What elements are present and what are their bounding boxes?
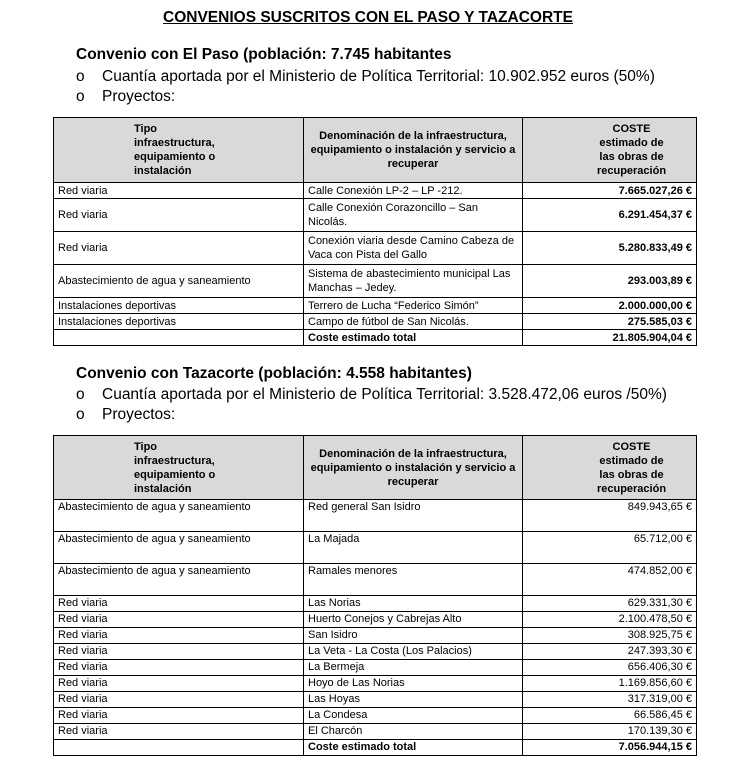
cell-tipo: Red viaria — [54, 612, 304, 628]
cell-tipo: Red viaria — [54, 232, 304, 265]
cell-coste: 1.169.856,60 € — [523, 676, 697, 692]
table-row — [54, 564, 697, 596]
bullet-icon: o — [76, 88, 85, 105]
section-heading-el-paso: Convenio con El Paso (población: 7.745 habitantes — [76, 46, 452, 63]
table-row — [54, 314, 697, 330]
cell-denominacion: La Veta - La Costa (Los Palacios) — [304, 644, 523, 660]
cell-denominacion: Las Hoyas — [304, 692, 523, 708]
bullet-text: Proyectos: — [102, 406, 176, 423]
table-row — [54, 232, 697, 265]
table-row — [54, 692, 697, 708]
bullet-projects-tazacorte — [76, 406, 175, 424]
cell-tipo: Red viaria — [54, 660, 304, 676]
table-header-row — [54, 118, 697, 183]
cell-denominacion: Sistema de abastecimiento municipal Las Manchas – Jedey. — [304, 265, 523, 298]
cell-tipo: Red viaria — [54, 596, 304, 612]
table-row — [54, 596, 697, 612]
cell-denominacion: La Bermeja — [304, 660, 523, 676]
total-value: 21.805.904,04 € — [523, 330, 697, 346]
cell-coste: 293.003,89 € — [523, 265, 697, 298]
cell-tipo: Abastecimiento de agua y saneamiento — [54, 265, 304, 298]
cell-coste: 247.393,30 € — [523, 644, 697, 660]
cell-coste: 849.943,65 € — [523, 500, 697, 532]
table-row — [54, 500, 697, 532]
cell-coste: 2.100.478,50 € — [523, 612, 697, 628]
cell-denominacion: Conexión viaria desde Camino Cabeza de Vaca con Pista del Gallo — [304, 232, 523, 265]
cell-denominacion: Calle Conexión Corazoncillo – San Nicolás. — [304, 199, 523, 232]
cell-tipo: Red viaria — [54, 708, 304, 724]
table-row — [54, 183, 697, 199]
cell-tipo: Abastecimiento de agua y saneamiento — [54, 532, 304, 564]
column-header-coste: COSTE estimado de las obras de recuperación — [523, 436, 697, 500]
table-row — [54, 199, 697, 232]
bullet-contribution-tazacorte — [76, 386, 667, 404]
cell-tipo: Red viaria — [54, 628, 304, 644]
cell-tipo: Red viaria — [54, 644, 304, 660]
cell-tipo: Instalaciones deportivas — [54, 314, 304, 330]
cell-denominacion: Red general San Isidro — [304, 500, 523, 532]
total-label: Coste estimado total — [304, 330, 523, 346]
cell-coste: 2.000.000,00 € — [523, 298, 697, 314]
cell-denominacion: Hoyo de Las Norias — [304, 676, 523, 692]
cell-denominacion: Calle Conexión LP-2 – LP -212. — [304, 183, 523, 199]
column-header-tipo: Tipo infraestructura, equipamiento o instalación — [54, 118, 304, 183]
cell-tipo: Abastecimiento de agua y saneamiento — [54, 500, 304, 532]
cell-coste: 629.331,30 € — [523, 596, 697, 612]
cell-denominacion: El Charcón — [304, 724, 523, 740]
cell-coste: 656.406,30 € — [523, 660, 697, 676]
cell-denominacion: Terrero de Lucha “Federico Simón” — [304, 298, 523, 314]
table-total-row — [54, 330, 697, 346]
table-total-row — [54, 740, 697, 756]
table-row — [54, 724, 697, 740]
cell-coste: 275.585,03 € — [523, 314, 697, 330]
table-row — [54, 644, 697, 660]
bullet-text: Cuantía aportada por el Ministerio de Política Territorial: 10.902.952 euros (50%) — [102, 68, 655, 85]
total-value: 7.056.944,15 € — [523, 740, 697, 756]
cell-tipo: Red viaria — [54, 183, 304, 199]
cell-tipo: Red viaria — [54, 199, 304, 232]
cell-tipo: Red viaria — [54, 724, 304, 740]
cell-coste: 5.280.833,49 € — [523, 232, 697, 265]
cell-coste: 65.712,00 € — [523, 532, 697, 564]
bullet-projects-el-paso — [76, 88, 175, 106]
projects-table-tazacorte — [53, 435, 697, 756]
bullet-icon: o — [76, 68, 85, 85]
bullet-text: Cuantía aportada por el Ministerio de Política Territorial: 3.528.472,06 euros /50%) — [102, 386, 667, 403]
cell-coste: 317.319,00 € — [523, 692, 697, 708]
cell-coste: 474.852,00 € — [523, 564, 697, 596]
column-header-denominacion: Denominación de la infraestructura, equipamiento o instalación y servicio a recuperar — [304, 436, 523, 500]
cell-tipo: Red viaria — [54, 692, 304, 708]
cell-tipo: Abastecimiento de agua y saneamiento — [54, 564, 304, 596]
section-heading-tazacorte: Convenio con Tazacorte (población: 4.558 habitantes) — [76, 365, 472, 382]
table-row — [54, 628, 697, 644]
table-row — [54, 298, 697, 314]
cell-coste: 7.665.027,26 € — [523, 183, 697, 199]
cell-coste: 170.139,30 € — [523, 724, 697, 740]
column-header-coste: COSTE estimado de las obras de recuperación — [523, 118, 697, 183]
cell-denominacion: Huerto Conejos y Cabrejas Alto — [304, 612, 523, 628]
cell-denominacion: Ramales menores — [304, 564, 523, 596]
page-title: CONVENIOS SUSCRITOS CON EL PASO Y TAZACORTE — [163, 9, 573, 26]
cell-coste: 6.291.454,37 € — [523, 199, 697, 232]
cell-denominacion: San Isidro — [304, 628, 523, 644]
column-header-tipo: Tipo infraestructura, equipamiento o instalación — [54, 436, 304, 500]
table-row — [54, 676, 697, 692]
table-header-row — [54, 436, 697, 500]
bullet-contribution-el-paso — [76, 68, 655, 86]
table-row — [54, 708, 697, 724]
cell-denominacion: La Condesa — [304, 708, 523, 724]
projects-table-el-paso — [53, 117, 697, 346]
cell-empty — [54, 330, 304, 346]
table-row — [54, 532, 697, 564]
table-row — [54, 612, 697, 628]
cell-empty — [54, 740, 304, 756]
total-label: Coste estimado total — [304, 740, 523, 756]
bullet-icon: o — [76, 386, 85, 403]
cell-denominacion: Las Norias — [304, 596, 523, 612]
bullet-text: Proyectos: — [102, 88, 176, 105]
cell-denominacion: Campo de fútbol de San Nicolás. — [304, 314, 523, 330]
bullet-icon: o — [76, 406, 85, 423]
cell-coste: 66.586,45 € — [523, 708, 697, 724]
table-row — [54, 265, 697, 298]
cell-denominacion: La Majada — [304, 532, 523, 564]
cell-coste: 308.925,75 € — [523, 628, 697, 644]
cell-tipo: Instalaciones deportivas — [54, 298, 304, 314]
table-row — [54, 660, 697, 676]
column-header-denominacion: Denominación de la infraestructura, equipamiento o instalación y servicio a recuperar — [304, 118, 523, 183]
cell-tipo: Red viaria — [54, 676, 304, 692]
